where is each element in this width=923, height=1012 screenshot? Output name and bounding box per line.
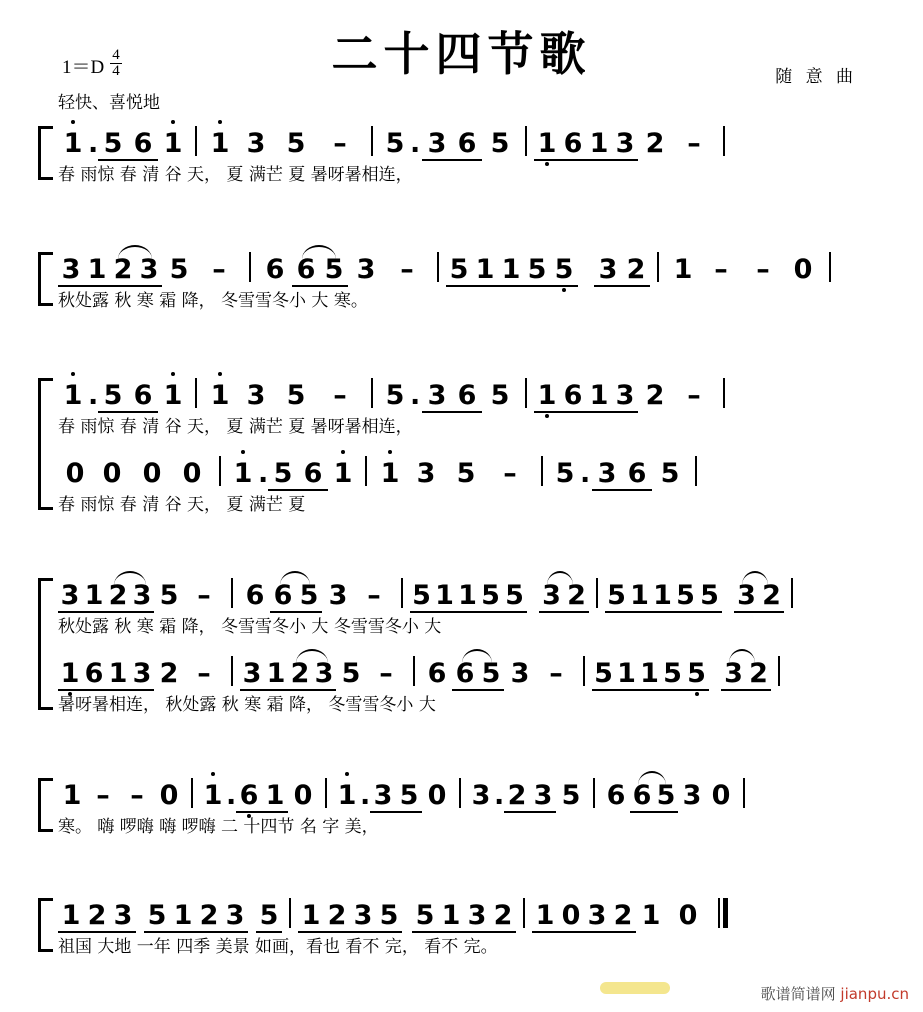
lyric-row: 春 雨惊 春 清 谷 天， 夏 满芒 夏 暑呀暑相连， [58,417,413,437]
note-row: 1 . 5 6 1 1 3 5 – 5 . 3 6 5 1 6 1 3 2 – [58,126,732,160]
staff-line [58,656,883,715]
composer-credit: 随 意 曲 [775,67,857,87]
key-label: 1＝D [62,57,105,78]
highlight-smudge [600,982,670,994]
lyric-row: 秋处露 秋 寒 霜 降， 冬雪雪冬小 大 冬雪雪冬小 大 [58,617,442,637]
time-signature-numerator: 4 [112,47,120,63]
note-row: 3 1 2 3 5 – 6 6 5 3 – 5 1 1 5 5 3 2 5 1 1 5 5 3 2 [58,578,800,612]
system-brace [38,778,53,832]
lyric-row: 祖国 大地 一年 四季 美景 如画，看也 看不 完， 看不 完。 [58,937,498,957]
watermark-site-name: 歌谱简谱网 [760,985,836,1003]
lyric-row: 暑呀暑相连， 秋处露 秋 寒 霜 降， 冬雪雪冬小 大 [58,695,436,715]
staff-line [58,778,883,837]
staff-line [58,578,883,637]
staff-line [58,378,883,437]
watermark [761,983,909,1004]
staff-line [58,252,883,311]
note-row: 0 0 0 0 1 . 5 6 1 1 3 5 – 5 . 3 6 5 [58,456,704,490]
note-row: 1 6 1 3 2 – 3 1 2 3 5 – 6 6 5 3 – 5 1 1 5 5 3 2 [58,656,787,690]
note-row: 1 . 5 6 1 1 3 5 – 5 . 3 6 5 1 6 1 3 2 – [58,378,732,412]
note-row: 1 2 3 5 1 2 3 5 1 2 3 5 5 1 3 2 1 0 3 2 1 0 [58,898,728,932]
system-brace [38,252,53,306]
lyric-row: 春 雨惊 春 清 谷 天， 夏 满芒 夏 暑呀暑相连， [58,165,413,185]
time-signature [110,48,122,79]
watermark-domain: jianpu.cn [840,985,909,1003]
tempo-mood-marking: 轻快、喜悦地 [58,93,160,113]
page-title: 二十四节歌 [331,27,592,81]
note-row: 3 1 2 3 5 – 6 6 5 3 – 5 1 1 5 5 3 2 1 – – 0 [58,252,838,286]
lyric-row: 春 雨惊 春 清 谷 天， 夏 满芒 夏 [58,495,306,515]
staff-line [58,126,883,185]
key-signature [62,48,122,79]
note-row: 1 – – 0 1 . 6 1 0 1 . 3 5 0 3 . 2 3 5 6 6 5 3 0 [58,778,752,812]
lyric-row: 秋处露 秋 寒 霜 降， 冬雪雪冬小 大 寒。 [58,291,368,311]
staff-line [58,456,883,515]
staff-line [58,898,883,957]
system-brace [38,578,53,710]
lyric-row: 寒。 嗨 啰嗨 嗨 啰嗨 二 十四节 名 字 美， [58,817,379,837]
system-brace [38,378,53,510]
system-brace [38,126,53,180]
system-brace [38,898,53,952]
time-signature-denominator: 4 [112,63,120,79]
